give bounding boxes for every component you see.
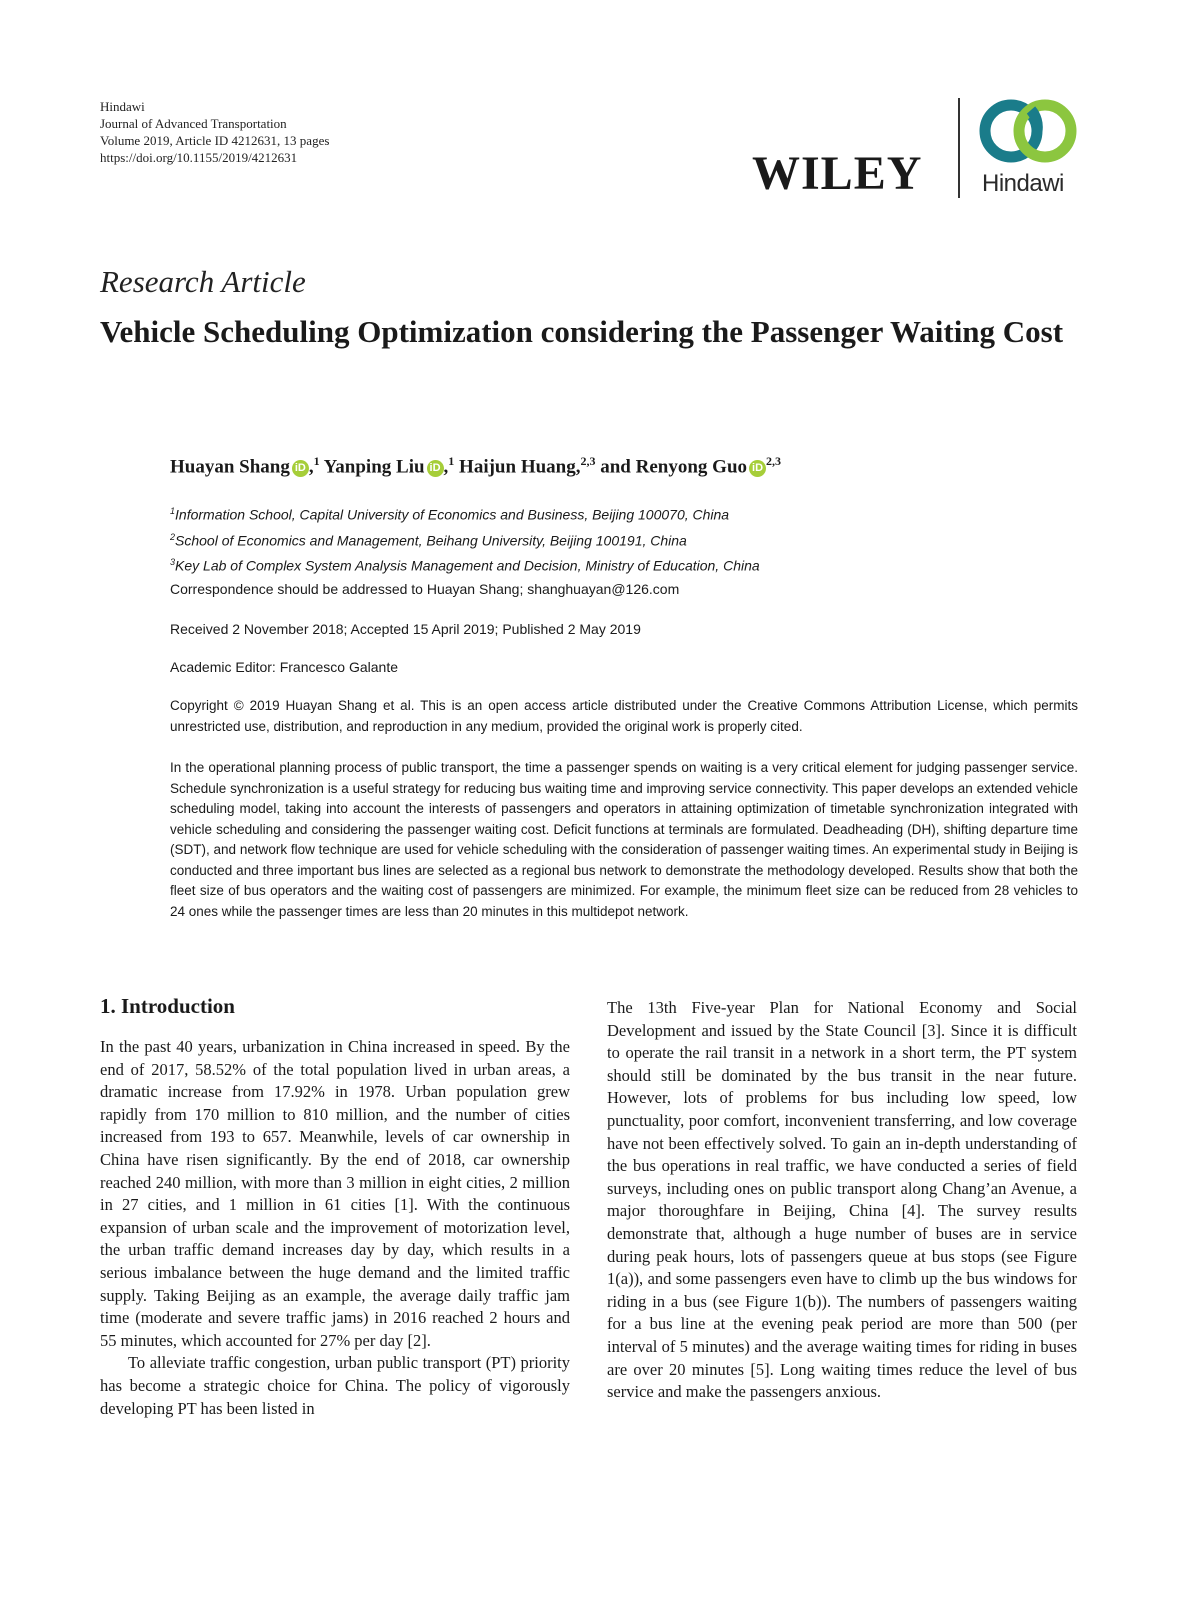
affiliation-list (170, 500, 760, 577)
author-name: Yanping Liu (323, 456, 425, 478)
orcid-icon[interactable]: iD (749, 460, 766, 477)
copyright-notice: Copyright © 2019 Huayan Shang et al. This is an open access article distributed under the Creative Commons Attribution License, which permits unrestricted use, distribution, and reproduction in any medium, provided the original work is properly cited. (170, 698, 1078, 734)
logo-divider (958, 98, 960, 198)
author-affiliation-sup: 1 (448, 454, 455, 468)
author-affiliation-sup: 1 (313, 454, 320, 468)
article-type: Research Article (100, 264, 306, 299)
orcid-icon[interactable]: iD (427, 460, 444, 477)
journal-name: Journal of Advanced Transportation (100, 116, 287, 131)
author-affiliation-sup: 2,3 (766, 454, 782, 468)
wiley-logo-text: WILEY (752, 147, 923, 200)
left-column (100, 1036, 570, 1420)
author-name: Huayan Shang (170, 456, 290, 478)
wiley-logo (752, 147, 923, 200)
affiliation-sup: 2 (170, 531, 176, 542)
affiliation-text: Information School, Capital University of Economics and Business, Beijing 100070, China (175, 506, 730, 523)
article-title: Vehicle Scheduling Optimization considering the Passenger Waiting Cost (100, 314, 1064, 349)
article-dates: Received 2 November 2018; Accepted 15 April 2019; Published 2 May 2019 (170, 621, 641, 637)
affiliation (170, 551, 760, 577)
affiliation (170, 500, 760, 526)
hindawi-logo-text: Hindawi (982, 170, 1064, 197)
correspondence: Correspondence should be addressed to Huayan Shang; shanghuayan@126.com (170, 581, 680, 597)
abstract: In the operational planning process of public transport, the time a passenger spends on waiting is a very critical element for judging passenger service. Schedule synchronization is a useful strategy for reducing bus waiting time and improving service connectivity. This paper develops an extended vehicle scheduling model, taking into account the interests of passengers and operators in attaining optimization of timetable synchronization integrated with vehicle scheduling and considering the passenger waiting cost. Deficit functions at terminals are formulated. Deadheading (DH), shifting departure time (SDT), and network flow technique are used for vehicle scheduling with the consideration of passenger waiting times. An experimental study in Beijing is conducted and three important bus lines are selected as a regional bus network to demonstrate the methodology developed. Results show that both the fleet size of bus operators and the waiting cost of passengers are minimized. For example, the minimum fleet size can be reduced from 28 vehicles to 24 ones while the passenger times are less than 20 minutes in this multidepot network. (170, 760, 1078, 919)
affiliation-sup: 3 (170, 557, 176, 568)
author-name: Haijun Huang, (459, 456, 581, 478)
author-joiner: and (600, 456, 631, 478)
section-heading: 1. Introduction (100, 994, 235, 1018)
journal-masthead (100, 98, 329, 166)
affiliation-text: School of Economics and Management, Beihang University, Beijing 100191, China (175, 532, 687, 549)
author-affiliation-sup: 2,3 (580, 454, 596, 468)
academic-editor: Academic Editor: Francesco Galante (170, 659, 398, 675)
body-paragraph: In the past 40 years, urbanization in China increased in speed. By the end of 2017, 58.52% of the total population lived in urban areas, a dramatic increase from 17.92% in 1978. Urban population grew rapidly from 170 million to 810 million, and the number of cities increased from 193 to 657. Meanwhile, levels of car ownership in China have risen significantly. By the end of 2018, car ownership reached 240 million, with more than 3 million in eight cities, 2 million in 27 cities, and 1 million in 61 cities [1]. With the continuous expansion of urban scale and the improvement of motorization level, the urban traffic demand increases day by day, which results in a serious imbalance between the huge demand and the limited traffic supply. Taking Beijing as an example, the average daily traffic jam time (moderate and severe traffic jams) in 2016 reached 2 hours and 55 minutes, which accounted for 27% per day [2]. (100, 1037, 570, 1350)
hindawi-rings-icon (975, 95, 1085, 167)
author-list: Huayan Shang iD ,$^1$ Yanping Liu iD ,$^1$ Haijun Huang,$^{2,3}$ and Renyong Guo iD$^{2,3}$ (170, 454, 782, 478)
body-paragraph: To alleviate traffic congestion, urban public transport (PT) priority has become a strategic choice for China. The policy of vigorously developing PT has been listed in (100, 1353, 570, 1418)
right-column (607, 997, 1077, 1404)
orcid-icon[interactable]: iD (292, 460, 309, 477)
author-name: Renyong Guo (635, 456, 748, 478)
body-paragraph: The 13th Five-year Plan for National Economy and Social Development and issued by the State Council [3]. Since it is difficult to operate the rail transit in a network in a short term, the PT system should still be dominated by the bus transit in the near future. However, lots of problems for bus including low speed, low punctuality, poor comfort, inconvenient transferring, and low coverage have not been effectively solved. To gain an in-depth understanding of the bus operations in real traffic, we have conducted a series of field surveys, including ones on public transport along Chang’an Avenue, a major thoroughfare in Beijing, China [4]. The survey results demonstrate that, although a huge number of buses are in service during peak hours, lots of passengers queue at bus stops (see Figure 1(a)), and some passengers even have to climb up the bus windows for riding in a bus (see Figure 1(b)). The numbers of passengers waiting for a bus line at the evening peak period are more than 500 (per interval of 5 minutes) and the average waiting times for riding in buses are over 20 minutes [5]. Long waiting times reduce the level of bus service and make the passengers anxious. (607, 998, 1077, 1402)
affiliation-sup: 1 (170, 506, 176, 516)
affiliation-text: Key Lab of Complex System Analysis Management and Decision, Ministry of Education, China (175, 557, 760, 574)
doi-link[interactable]: https://doi.org/10.1155/2019/4212631 (100, 150, 298, 165)
volume-info: Volume 2019, Article ID 4212631, 13 pages (100, 133, 330, 148)
affiliation (170, 526, 760, 552)
publisher-name: Hindawi (100, 99, 145, 114)
